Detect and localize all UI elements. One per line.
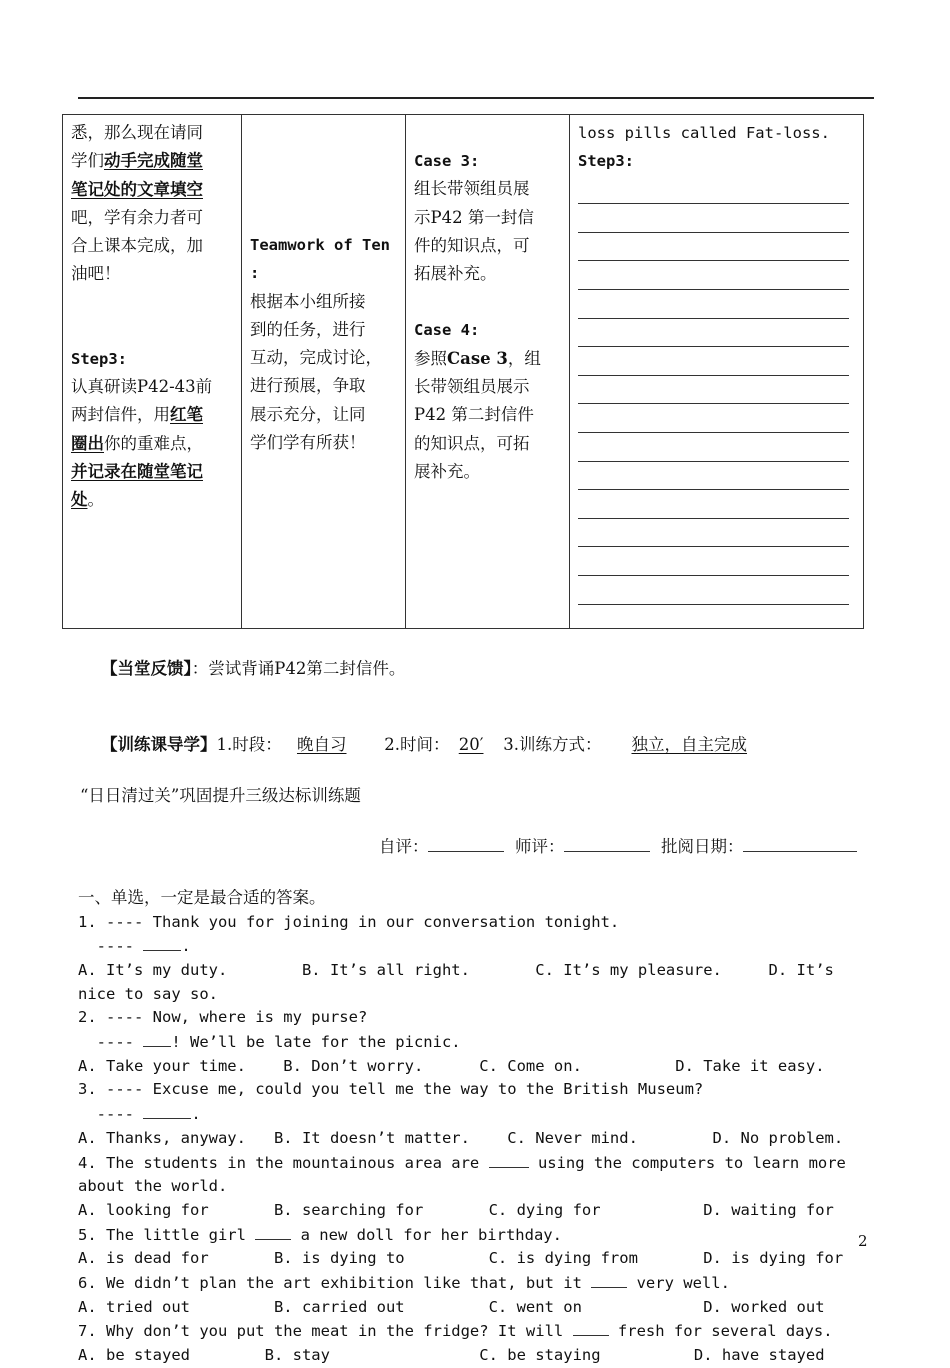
training-time-label: 2.时间：	[384, 735, 450, 754]
writing-line[interactable]	[578, 319, 849, 348]
text-line: 合上课本完成，加	[71, 236, 203, 256]
page-number: 2	[858, 1232, 868, 1250]
table-cell-notes	[570, 115, 864, 629]
text-line: 到的任务，进行	[250, 319, 366, 339]
writing-line[interactable]	[578, 576, 849, 605]
text-span: 两封信件，用	[71, 405, 170, 425]
writing-line[interactable]	[578, 404, 849, 433]
text-line: 组长带领组员展	[414, 179, 530, 199]
options-2: A. Take your time. B. Don’t worry. C. Come on. D. Take it easy.	[78, 1056, 825, 1075]
exercise-section	[78, 630, 878, 1368]
text-span: 。	[87, 490, 104, 510]
text-line: 长带领组员展示	[414, 377, 530, 397]
question-7: 7. Why don’t you put the meat in the fridge? It will	[78, 1322, 573, 1341]
training-mode-label: 3.训练方式：	[503, 735, 602, 754]
question-5: 5. The little girl	[78, 1225, 256, 1244]
options-4: A. looking for B. searching for C. dying for D. waiting for	[78, 1200, 834, 1219]
text-line: 悉，那么现在请同	[71, 123, 203, 142]
table-cell-cases	[406, 115, 570, 629]
text-span: very well.	[627, 1274, 730, 1293]
writing-line[interactable]	[578, 462, 849, 491]
text-line: 认真研读P42-43前	[71, 377, 213, 397]
feedback-text: ：尝试背诵P42第二封信件。	[191, 658, 406, 678]
writing-line[interactable]	[578, 376, 849, 405]
table-cell-teamwork	[242, 115, 406, 629]
question-4-cont: about the world.	[78, 1177, 228, 1196]
options-5: A. is dead for B. is dying to C. is dying from D. is dying for	[78, 1249, 844, 1268]
text-span: ----	[78, 937, 144, 956]
emphasis-text: 笔记处的文章填空	[71, 179, 203, 199]
self-eval-label: 自评：	[378, 837, 429, 856]
text-span: 参照	[414, 348, 447, 368]
review-date-label: 批阅日期：	[660, 837, 744, 856]
text-span: fresh for several days.	[608, 1322, 833, 1341]
text-span: ! We’ll be late for the picnic.	[171, 1033, 461, 1052]
answer-blank[interactable]	[591, 1271, 627, 1288]
case-4-label: Case 4:	[414, 321, 480, 340]
text-line: 件的知识点，可	[414, 235, 530, 255]
lesson-table	[62, 114, 864, 629]
teamwork-title: Teamwork of Ten	[250, 236, 390, 254]
text-span: 你的重难点，	[104, 433, 203, 453]
teamwork-colon: :	[250, 264, 260, 283]
question-3: 3. ---- Excuse me, could you tell me the way to the British Museum?	[78, 1080, 704, 1099]
writing-line[interactable]	[578, 347, 849, 376]
case-3-label: Case 3:	[414, 152, 480, 170]
answer-blank[interactable]	[489, 1151, 529, 1168]
training-label: 【训练课导学】	[100, 735, 217, 754]
text-line: 的知识点，可拓	[414, 433, 530, 453]
text-line: 油吧！	[71, 264, 121, 284]
text-line: 根据本小组所接	[250, 291, 366, 311]
table-cell-guidance	[63, 115, 242, 629]
writing-line[interactable]	[578, 261, 849, 290]
writing-line[interactable]	[578, 519, 849, 548]
emphasis-text: 圈出	[71, 433, 104, 453]
writing-line[interactable]	[578, 290, 849, 319]
emphasis-text: 处	[71, 490, 88, 510]
text-line: 进行预展，争取	[250, 376, 366, 396]
options-6: A. tried out B. carried out C. went on D. worked out	[78, 1297, 825, 1316]
text-line: 吧，学有余力者可	[71, 207, 203, 227]
question-2: 2. ---- Now, where is my purse?	[78, 1008, 368, 1027]
text-span: Case 3	[447, 348, 508, 368]
feedback-label: 【当堂反馈】	[100, 658, 192, 678]
question-4: 4. The students in the mountainous area are	[78, 1153, 489, 1172]
text-line: 学们学有所获！	[250, 433, 366, 453]
text-span: a new doll for her birthday.	[291, 1225, 562, 1244]
header-rule	[78, 97, 874, 99]
self-eval-blank[interactable]	[428, 835, 504, 852]
text-span: 学们	[71, 151, 104, 171]
training-period-label: 1.时段：	[216, 735, 282, 754]
text-line: 示P42 第一封信	[414, 207, 534, 227]
writing-line[interactable]	[578, 433, 849, 462]
teacher-eval-blank[interactable]	[564, 835, 650, 852]
options-1-cont: nice to say so.	[78, 984, 218, 1003]
writing-line[interactable]	[578, 547, 849, 576]
text-span: ----	[78, 1033, 144, 1052]
answer-blank[interactable]	[573, 1319, 609, 1336]
training-period-value: 晚自习	[296, 735, 347, 754]
step-label: Step3:	[578, 152, 634, 171]
text-span: using the computers to learn more	[528, 1153, 846, 1172]
answer-blank[interactable]	[143, 934, 181, 951]
text-span: ，组	[507, 348, 541, 368]
text-span: ----	[78, 1105, 144, 1124]
text-span: .	[181, 937, 191, 956]
options-1: A. It’s my duty. B. It’s all right. C. It’s my pleasure. D. It’s	[78, 960, 834, 979]
training-mode-value: 独立，自主完成	[631, 735, 747, 754]
text-line: 展示充分，让同	[250, 404, 366, 424]
answer-blank[interactable]	[143, 1102, 191, 1119]
text-line: loss pills called Fat-loss.	[578, 124, 830, 142]
text-line: 展补充。	[414, 461, 480, 481]
writing-line[interactable]	[578, 204, 849, 233]
options-3: A. Thanks, anyway. B. It doesn’t matter. C. Never mind. D. No problem.	[78, 1128, 844, 1147]
emphasis-text: 并记录在随堂笔记	[71, 461, 203, 481]
subtitle: “日日清过关”巩固提升三级达标训练题	[80, 786, 361, 805]
text-line: P42 第二封信件	[414, 405, 534, 425]
question-1: 1. ---- Thank you for joining in our conversation tonight.	[78, 912, 620, 931]
training-time-value: 20′	[458, 735, 484, 754]
options-7: A. be stayed B. stay C. be staying D. have stayed	[78, 1346, 825, 1365]
writing-line[interactable]	[578, 490, 849, 519]
text-span: .	[191, 1105, 201, 1124]
teacher-eval-label: 师评：	[514, 837, 565, 856]
emphasis-text: 红笔	[170, 405, 203, 425]
question-6: 6. We didn’t plan the art exhibition like that, but it	[78, 1274, 592, 1293]
answer-blank[interactable]	[143, 1030, 171, 1047]
text-line: 互动，完成讨论，	[250, 348, 382, 368]
writing-line[interactable]	[578, 176, 849, 205]
writing-line[interactable]	[578, 233, 849, 262]
step-label: Step3:	[71, 349, 127, 368]
text-line: 拓展补充。	[414, 264, 497, 284]
review-date-blank[interactable]	[743, 835, 857, 852]
answer-blank[interactable]	[255, 1223, 291, 1240]
emphasis-text: 动手完成随堂	[104, 151, 203, 171]
section-heading: 一、单选，一定是最合适的答案。	[78, 888, 326, 907]
